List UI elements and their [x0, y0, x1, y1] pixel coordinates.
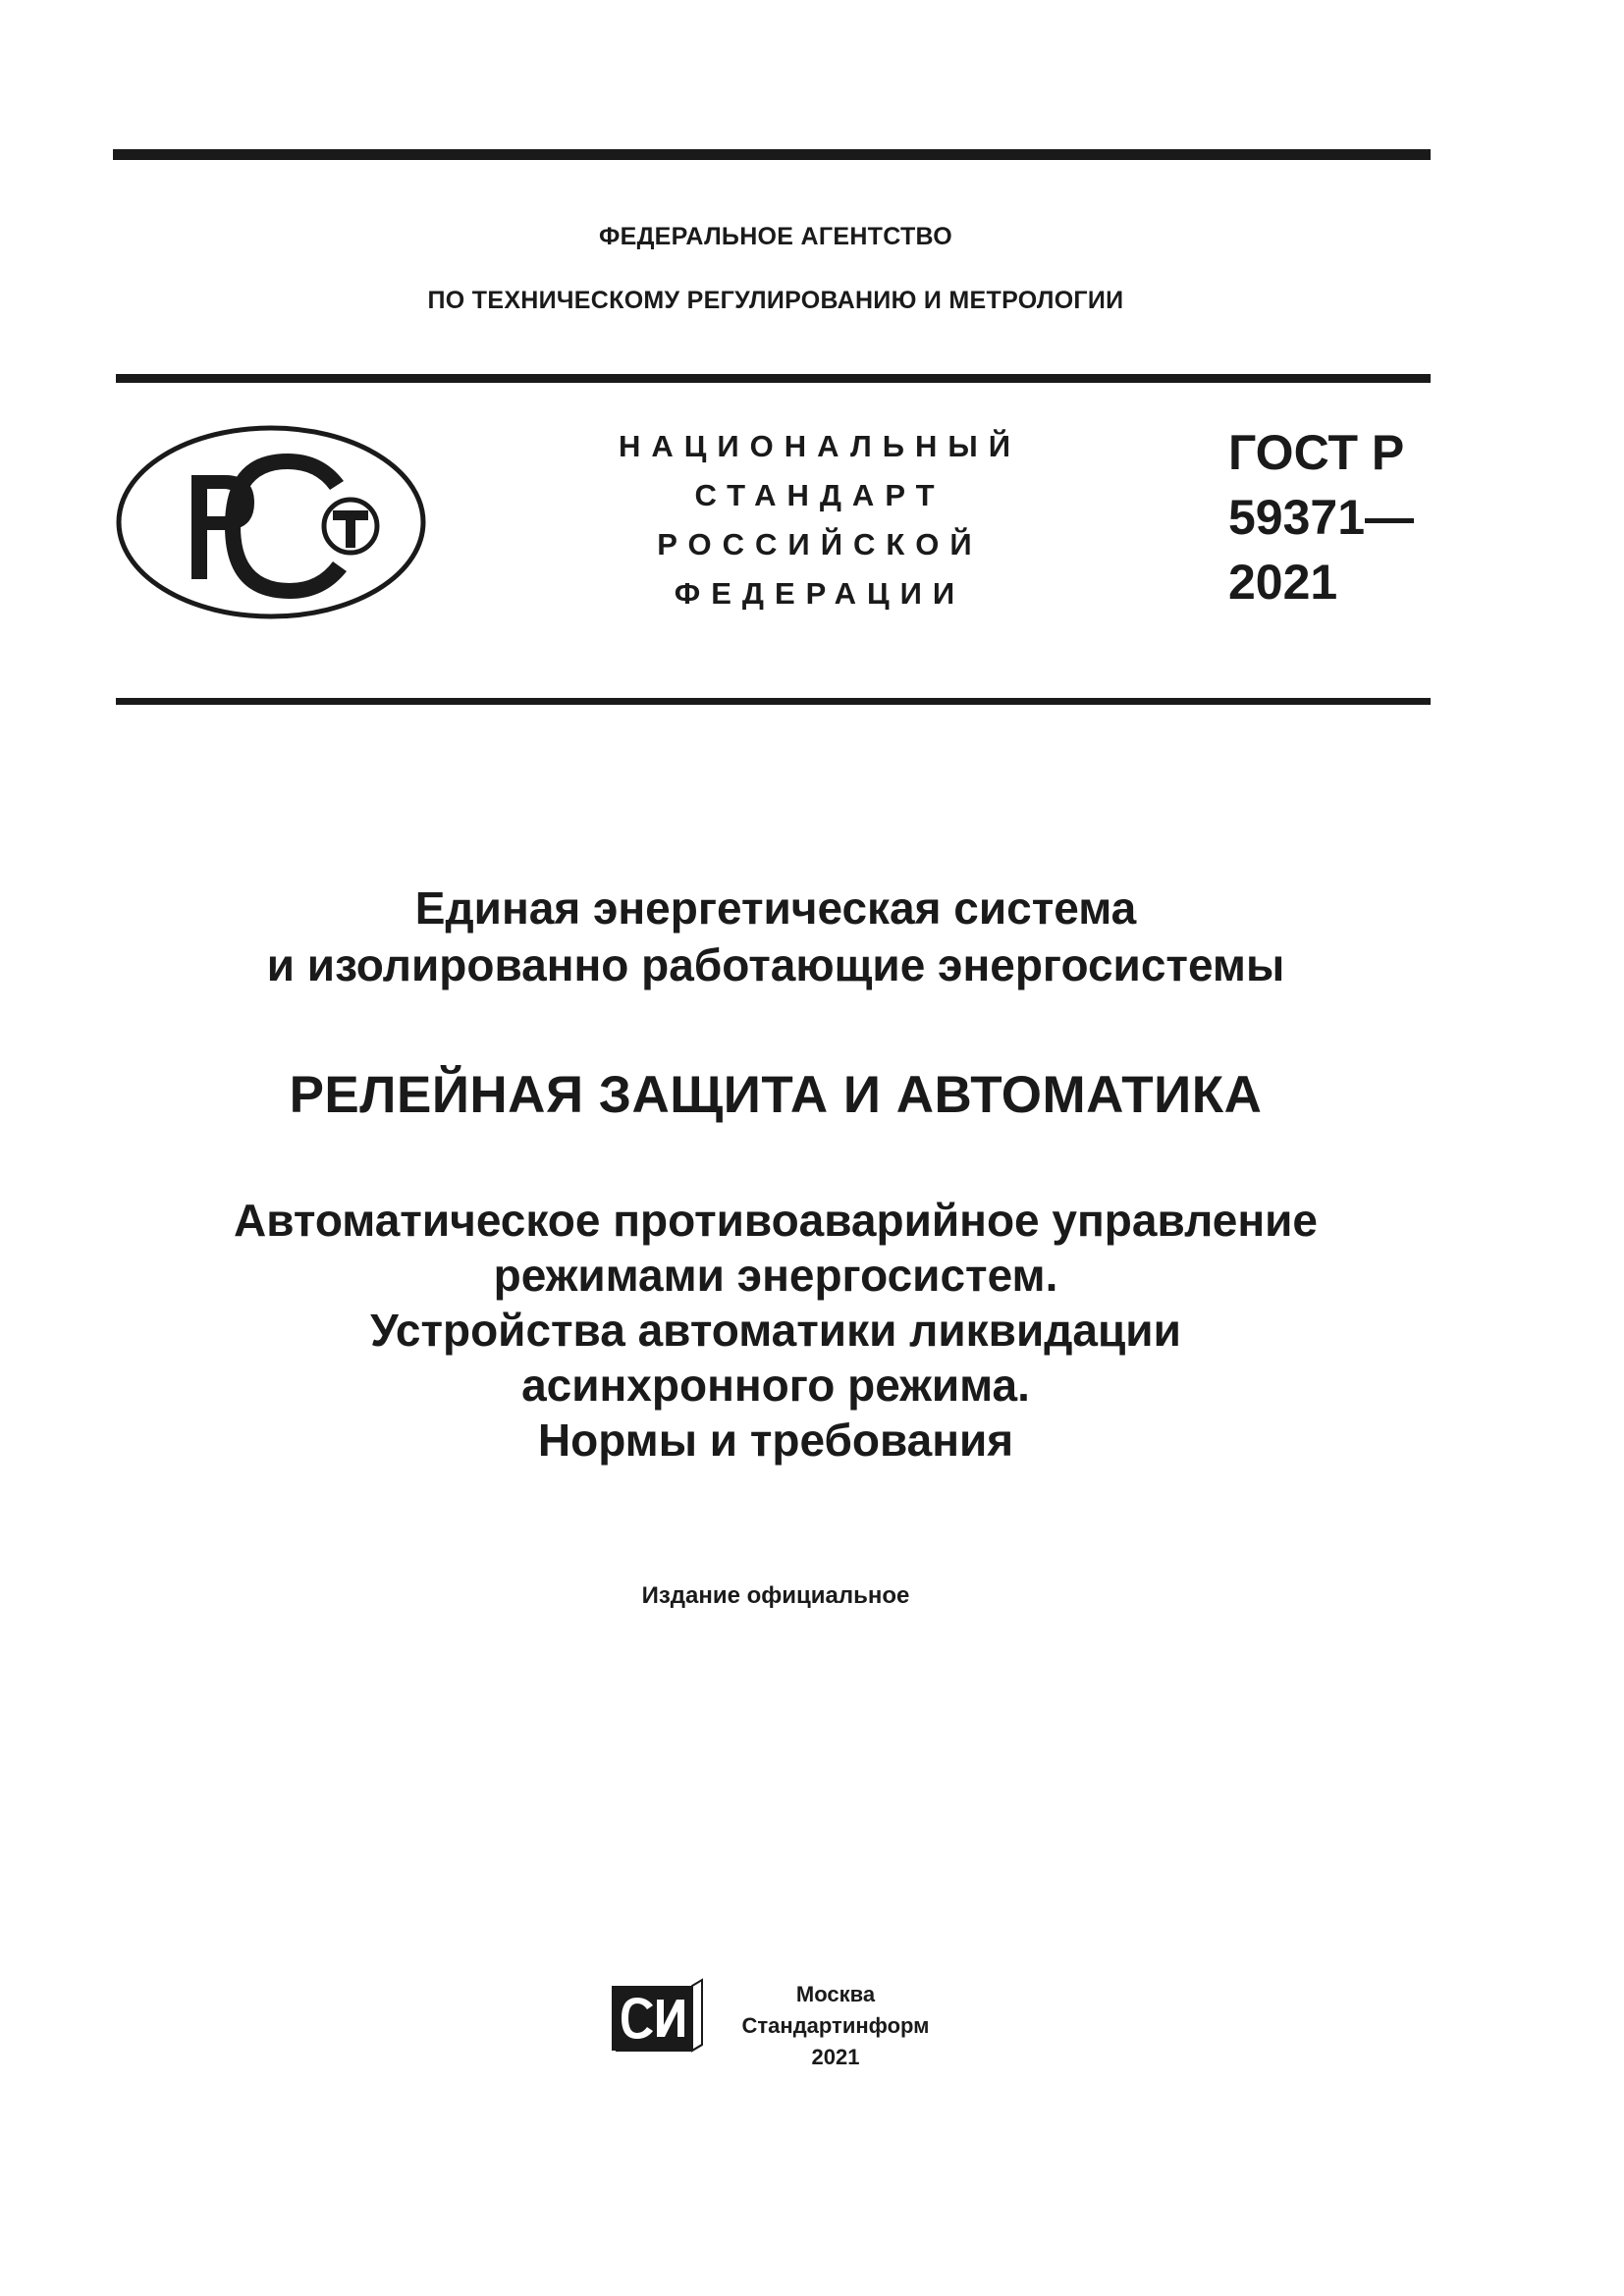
rst-logo-icon: [115, 424, 427, 620]
agency-line-1: ФЕДЕРАЛЬНОЕ АГЕНТСТВО: [598, 223, 953, 250]
designation-line-3: 2021: [1228, 555, 1338, 610]
middle-rule: [116, 374, 1431, 383]
bottom-rule: [116, 698, 1431, 705]
main-title: РЕЛЕЙНАЯ ЗАЩИТА И АВТОМАТИКА: [289, 1066, 1263, 1124]
subtitle-line-3: Устройства автоматики ликвидации: [370, 1305, 1181, 1356]
standard-type-line-1: НАЦИОНАЛЬНЫЙ: [618, 429, 1022, 463]
publisher-city: Москва: [795, 1982, 876, 2006]
publisher-year: 2021: [811, 2045, 860, 2069]
standard-type-line-3: РОССИЙСКОЙ: [657, 527, 983, 561]
subtitle-line-5: Нормы и требования: [537, 1415, 1014, 1466]
standard-type-line-2: СТАНДАРТ: [694, 478, 946, 512]
publisher-name: Стандартинформ: [741, 2013, 930, 2038]
standard-type-line-4: ФЕДЕРАЦИИ: [674, 576, 966, 611]
designation-line-2: 59371—: [1228, 490, 1415, 545]
series-title: [0, 880, 1551, 993]
publisher-info: [725, 1979, 947, 2073]
subtitle-line-1: Автоматическое противоаварийное управление: [234, 1195, 1318, 1246]
series-title-line-1: Единая энергетическая система: [414, 882, 1137, 934]
standartinform-logo-icon: [610, 1978, 704, 2056]
agency-line-2: ПО ТЕХНИЧЕСКОМУ РЕГУЛИРОВАНИЮ И МЕТРОЛОГИИ: [427, 287, 1124, 314]
subtitle: [0, 1193, 1551, 1468]
standard-type: [609, 422, 1031, 618]
edition-label: Издание официальное: [641, 1582, 910, 1609]
subtitle-line-2: режимами энергосистем.: [493, 1250, 1058, 1301]
series-title-line-2: и изолированно работающие энергосистемы: [266, 939, 1285, 990]
standard-designation: [1228, 420, 1414, 614]
subtitle-line-4: асинхронного режима.: [521, 1360, 1030, 1411]
top-rule: [113, 149, 1431, 160]
designation-line-1: ГОСТ Р: [1228, 425, 1405, 480]
